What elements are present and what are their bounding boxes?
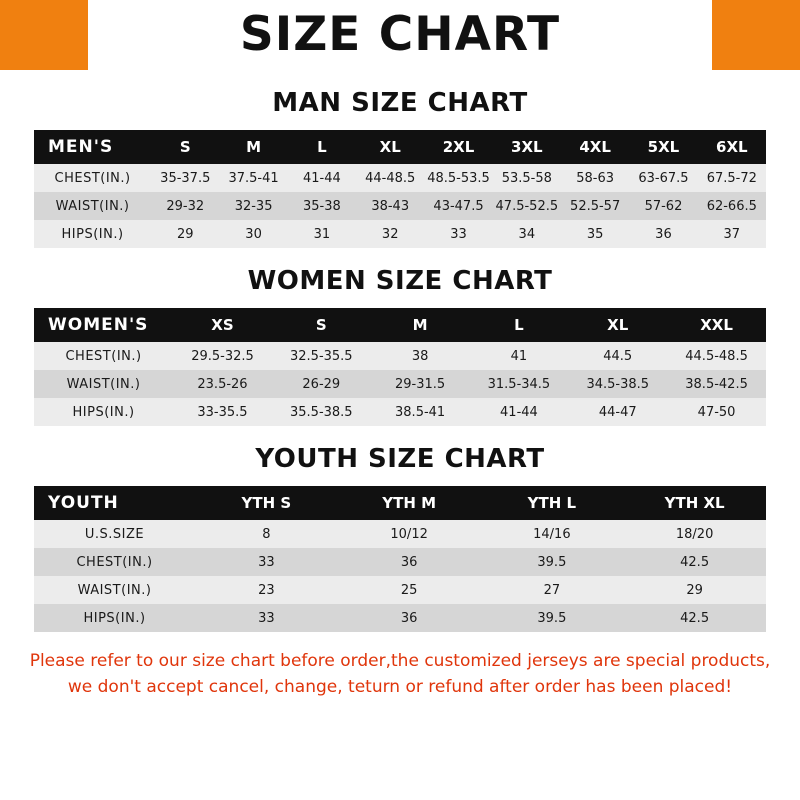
page-title: SIZE CHART [239, 7, 561, 62]
women-cell: 31.5-34.5 [470, 370, 569, 398]
youth-header-cell: YTH XL [623, 486, 766, 520]
men-header-cell: 3XL [493, 130, 561, 164]
men-cell: 57-62 [629, 192, 697, 220]
women-cell: 29-31.5 [371, 370, 470, 398]
youth-cell: 27 [481, 576, 624, 604]
men-row-label: WAIST(IN.) [34, 192, 151, 220]
men-header-cell: XL [356, 130, 424, 164]
men-header-cell: M [219, 130, 287, 164]
table-row [34, 548, 766, 576]
women-cell: 38.5-42.5 [667, 370, 766, 398]
youth-size-table [34, 486, 766, 632]
youth-cell: 10/12 [338, 520, 481, 548]
men-cell: 35-38 [288, 192, 356, 220]
women-cell: 44.5-48.5 [667, 342, 766, 370]
men-header-cell: 4XL [561, 130, 629, 164]
youth-header-label: YOUTH [34, 486, 195, 520]
women-size-table [34, 308, 766, 426]
footer-note-line: we don't accept cancel, change, teturn or refund after order has been placed! [67, 677, 733, 697]
men-header-cell: 5XL [629, 130, 697, 164]
men-header-cell: 2XL [424, 130, 492, 164]
women-header-label: WOMEN'S [34, 308, 173, 342]
women-cell: 35.5-38.5 [272, 398, 371, 426]
header-band [0, 0, 800, 70]
men-cell: 35 [561, 220, 629, 248]
women-cell: 47-50 [667, 398, 766, 426]
footer-note [0, 648, 800, 700]
men-section-title: MAN SIZE CHART [272, 88, 528, 118]
men-table-body [34, 164, 766, 248]
men-header-cell: S [151, 130, 219, 164]
men-section [0, 88, 800, 248]
youth-cell: 8 [195, 520, 338, 548]
youth-header-cell: YTH S [195, 486, 338, 520]
women-section [0, 266, 800, 426]
women-cell: 44.5 [568, 342, 667, 370]
men-row-label: HIPS(IN.) [34, 220, 151, 248]
youth-cell: 25 [338, 576, 481, 604]
youth-cell: 36 [338, 604, 481, 632]
men-header-cell: 6XL [698, 130, 766, 164]
youth-cell: 39.5 [481, 548, 624, 576]
footer-note-line: Please refer to our size chart before order,the customized jerseys are special products, [29, 651, 771, 671]
youth-header-cell: YTH L [481, 486, 624, 520]
youth-row-label: CHEST(IN.) [34, 548, 195, 576]
men-cell: 35-37.5 [151, 164, 219, 192]
youth-table-head [34, 486, 766, 520]
women-table-head [34, 308, 766, 342]
youth-row-label: WAIST(IN.) [34, 576, 195, 604]
men-cell: 32-35 [219, 192, 287, 220]
women-header-cell: XL [568, 308, 667, 342]
women-header-cell: L [470, 308, 569, 342]
men-cell: 47.5-52.5 [493, 192, 561, 220]
table-header-row [34, 486, 766, 520]
women-cell: 41-44 [470, 398, 569, 426]
youth-cell: 14/16 [481, 520, 624, 548]
women-table-body [34, 342, 766, 426]
women-row-label: CHEST(IN.) [34, 342, 173, 370]
women-header-cell: XS [173, 308, 272, 342]
youth-header-cell: YTH M [338, 486, 481, 520]
table-row [34, 520, 766, 548]
youth-row-label: HIPS(IN.) [34, 604, 195, 632]
youth-cell: 33 [195, 548, 338, 576]
men-cell: 43-47.5 [424, 192, 492, 220]
table-row [34, 220, 766, 248]
men-cell: 52.5-57 [561, 192, 629, 220]
women-header-cell: XXL [667, 308, 766, 342]
table-row [34, 398, 766, 426]
women-cell: 41 [470, 342, 569, 370]
men-cell: 34 [493, 220, 561, 248]
men-cell: 30 [219, 220, 287, 248]
youth-cell: 29 [623, 576, 766, 604]
men-cell: 63-67.5 [629, 164, 697, 192]
women-header-cell: M [371, 308, 470, 342]
women-section-title: WOMEN SIZE CHART [247, 266, 553, 296]
women-cell: 44-47 [568, 398, 667, 426]
women-row-label: WAIST(IN.) [34, 370, 173, 398]
men-cell: 29-32 [151, 192, 219, 220]
men-header-label: MEN'S [34, 130, 151, 164]
men-cell: 29 [151, 220, 219, 248]
women-cell: 38 [371, 342, 470, 370]
men-cell: 31 [288, 220, 356, 248]
men-cell: 44-48.5 [356, 164, 424, 192]
table-header-row [34, 130, 766, 164]
youth-cell: 36 [338, 548, 481, 576]
youth-cell: 33 [195, 604, 338, 632]
men-header-cell: L [288, 130, 356, 164]
youth-table-body [34, 520, 766, 632]
men-table-head [34, 130, 766, 164]
men-cell: 37 [698, 220, 766, 248]
table-row [34, 576, 766, 604]
men-cell: 37.5-41 [219, 164, 287, 192]
youth-section-title: YOUTH SIZE CHART [255, 444, 545, 474]
women-cell: 29.5-32.5 [173, 342, 272, 370]
youth-section [0, 444, 800, 632]
men-row-label: CHEST(IN.) [34, 164, 151, 192]
women-cell: 23.5-26 [173, 370, 272, 398]
men-cell: 32 [356, 220, 424, 248]
men-cell: 62-66.5 [698, 192, 766, 220]
women-cell: 38.5-41 [371, 398, 470, 426]
table-row [34, 370, 766, 398]
men-size-table [34, 130, 766, 248]
men-cell: 53.5-58 [493, 164, 561, 192]
table-row [34, 164, 766, 192]
women-cell: 34.5-38.5 [568, 370, 667, 398]
youth-cell: 39.5 [481, 604, 624, 632]
men-cell: 38-43 [356, 192, 424, 220]
men-cell: 36 [629, 220, 697, 248]
women-cell: 32.5-35.5 [272, 342, 371, 370]
youth-cell: 42.5 [623, 604, 766, 632]
men-cell: 33 [424, 220, 492, 248]
women-row-label: HIPS(IN.) [34, 398, 173, 426]
women-header-cell: S [272, 308, 371, 342]
youth-cell: 18/20 [623, 520, 766, 548]
men-cell: 48.5-53.5 [424, 164, 492, 192]
men-cell: 67.5-72 [698, 164, 766, 192]
youth-cell: 23 [195, 576, 338, 604]
men-cell: 58-63 [561, 164, 629, 192]
table-row [34, 192, 766, 220]
men-cell: 41-44 [288, 164, 356, 192]
women-cell: 26-29 [272, 370, 371, 398]
table-row [34, 342, 766, 370]
youth-cell: 42.5 [623, 548, 766, 576]
table-header-row [34, 308, 766, 342]
youth-row-label: U.S.SIZE [34, 520, 195, 548]
women-cell: 33-35.5 [173, 398, 272, 426]
table-row [34, 604, 766, 632]
